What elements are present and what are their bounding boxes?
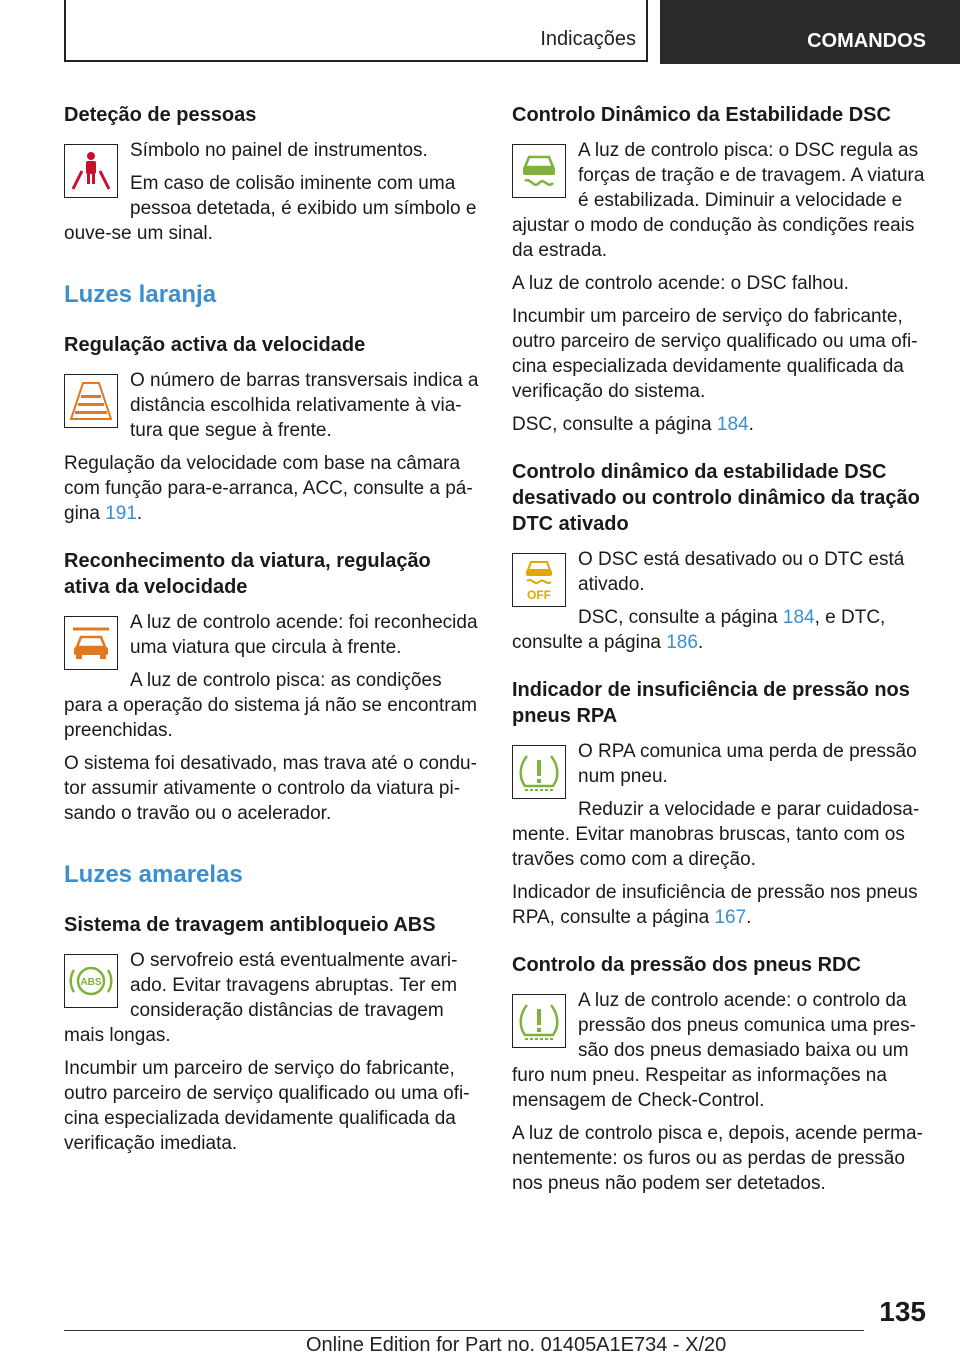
- acc-text-2-end: .: [136, 503, 143, 524]
- dsc-text-4: [512, 412, 926, 437]
- dsc-off-icon: [512, 553, 566, 607]
- acc-text-2: [64, 451, 480, 526]
- dsc-off-text-2: [512, 605, 926, 655]
- rdc-text-1: A luz de controlo acende: o controlo da pressão dos pneus comunica uma pressão dos pneus demasiado baixa ou um furo num pneu. Respeitar as informações na mensagem de Check-Control.: [512, 990, 916, 1111]
- pedestrian-warning-icon: [64, 144, 118, 198]
- right-column: [512, 102, 926, 1204]
- acc-text-2-body: Regulação da velocidade com base na câmara com função para-e-arranca, ACC, consulte a página: [64, 453, 473, 524]
- rpa-text-1: O RPA comunica uma perda de pressão num pneu.: [578, 741, 917, 787]
- rpa-text-2: Reduzir a velocidade e parar cuidadosamente. Evitar manobras bruscas, tanto com os travões como com a direção.: [512, 799, 920, 870]
- dsc-off-text-2a: DSC, consulte a página: [578, 607, 783, 628]
- dsc-off-icon-label: OFF: [527, 588, 551, 602]
- header-section-title: Indicações: [540, 28, 636, 50]
- vehicle-detected-icon: [64, 616, 118, 670]
- section-title-abs: Sistema de travagem antibloqueio ABS: [64, 914, 436, 936]
- heading-yellow-lights: Luzes amarelas: [64, 861, 243, 888]
- heading-orange-lights: Luzes laranja: [64, 281, 217, 308]
- tire-pressure-icon-rpa: [512, 745, 566, 799]
- abs-text-1: O servofreio está eventualmente avariado. Evitar travagens abruptas. Ter em consideração distâncias de travagem mais longas.: [64, 950, 458, 1046]
- dsc-text-3: Incumbir um parceiro de serviço do fabricante, outro parceiro de serviço qualificado ou uma oficina especializada devidamente qualificada da verificação do sistema.: [512, 306, 918, 402]
- dsc-off-text-2-end: .: [697, 632, 704, 653]
- dsc-text-4-end: .: [748, 414, 754, 435]
- vehicle-text-2: A luz de controlo pisca: as condições para a operação do sistema já não se encontram preenchidas.: [64, 670, 477, 741]
- tire-pressure-icon-rdc: [512, 994, 566, 1048]
- header-chapter-tab: COMANDOS: [660, 0, 960, 64]
- abs-warning-icon: [64, 954, 118, 1008]
- section-title-rpa: Indicador de insuficiência de pressão nos pneus RPA: [512, 679, 910, 727]
- dsc-off-text-1: O DSC está desativado ou o DTC está ativado.: [578, 549, 905, 595]
- section-title-acc: Regulação activa da velocidade: [64, 334, 366, 356]
- section-title-dsc-off: Controlo dinâmico da estabilidade DSC desativado ou controlo dinâmico da tração DTC ativado: [512, 461, 920, 535]
- acc-text-1: O número de barras transversais indica a distância escolhida relativamente à viatura que segue à frente.: [130, 370, 479, 441]
- vehicle-text-1: A luz de controlo acende: foi reconhecida uma viatura que circula à frente.: [130, 612, 478, 658]
- page-link-184[interactable]: 184: [716, 414, 749, 435]
- footer-edition: Online Edition for Part no. 01405A1E734 - X/20: [306, 1334, 727, 1356]
- dsc-text-2: A luz de controlo acende: o DSC falhou.: [512, 273, 849, 294]
- rpa-text-3: [512, 880, 926, 930]
- footer-divider: [64, 1330, 864, 1331]
- abs-icon-label: ABS: [80, 977, 102, 988]
- rdc-text-2: A luz de controlo pisca e, depois, acende permanentemente: os furos ou as perdas de pressão nos pneus não podem ser detetados.: [512, 1123, 923, 1194]
- left-column: [64, 102, 480, 1164]
- abs-text-2: Incumbir um parceiro de serviço do fabricante, outro parceiro de serviço qualificado ou uma oficina especializada devidamente qualificada da verificação imediata.: [64, 1058, 470, 1154]
- section-title-rdc: Controlo da pressão dos pneus RDC: [512, 954, 861, 976]
- distance-bars-icon: [64, 374, 118, 428]
- section-title-people: Deteção de pessoas: [64, 104, 257, 126]
- section-title-dsc: Controlo Dinâmico da Estabilidade DSC: [512, 104, 891, 126]
- rpa-text-3-body: Indicador de insuficiência de pressão nos pneus RPA, consulte a página: [512, 882, 918, 928]
- people-text-1: Símbolo no painel de instrumentos.: [130, 140, 428, 161]
- vehicle-text-3: O sistema foi desativado, mas trava até o condutor assumir ativamente o controlo da viatura pisando o travão ou o acelerador.: [64, 753, 477, 824]
- people-text-2: Em caso de colisão iminente com uma pessoa detetada, é exibido um símbolo e ouve-se um sinal.: [64, 173, 477, 244]
- rpa-text-3-end: .: [746, 907, 752, 928]
- dsc-skid-icon: [512, 144, 566, 198]
- section-title-vehicle: Reconhecimento da viatura, regulação ativa da velocidade: [64, 550, 431, 598]
- page-link-191[interactable]: 191: [105, 503, 137, 524]
- dsc-text-1: A luz de controlo pisca: o DSC regula as forças de tração e de travagem. A viatura é estabilizada. Diminuir a velocidade e ajustar o modo de condução às condições reais da estrada.: [512, 140, 925, 261]
- page-link-184-dsc-off[interactable]: 184: [782, 607, 815, 628]
- dsc-text-4-body: DSC, consulte a página: [512, 414, 717, 435]
- page-number: 135: [879, 1296, 926, 1327]
- page-link-186[interactable]: 186: [666, 632, 698, 653]
- page-link-167[interactable]: 167: [714, 907, 747, 928]
- dsc-off-text-2b: , e DTC, consulte a página: [512, 607, 886, 653]
